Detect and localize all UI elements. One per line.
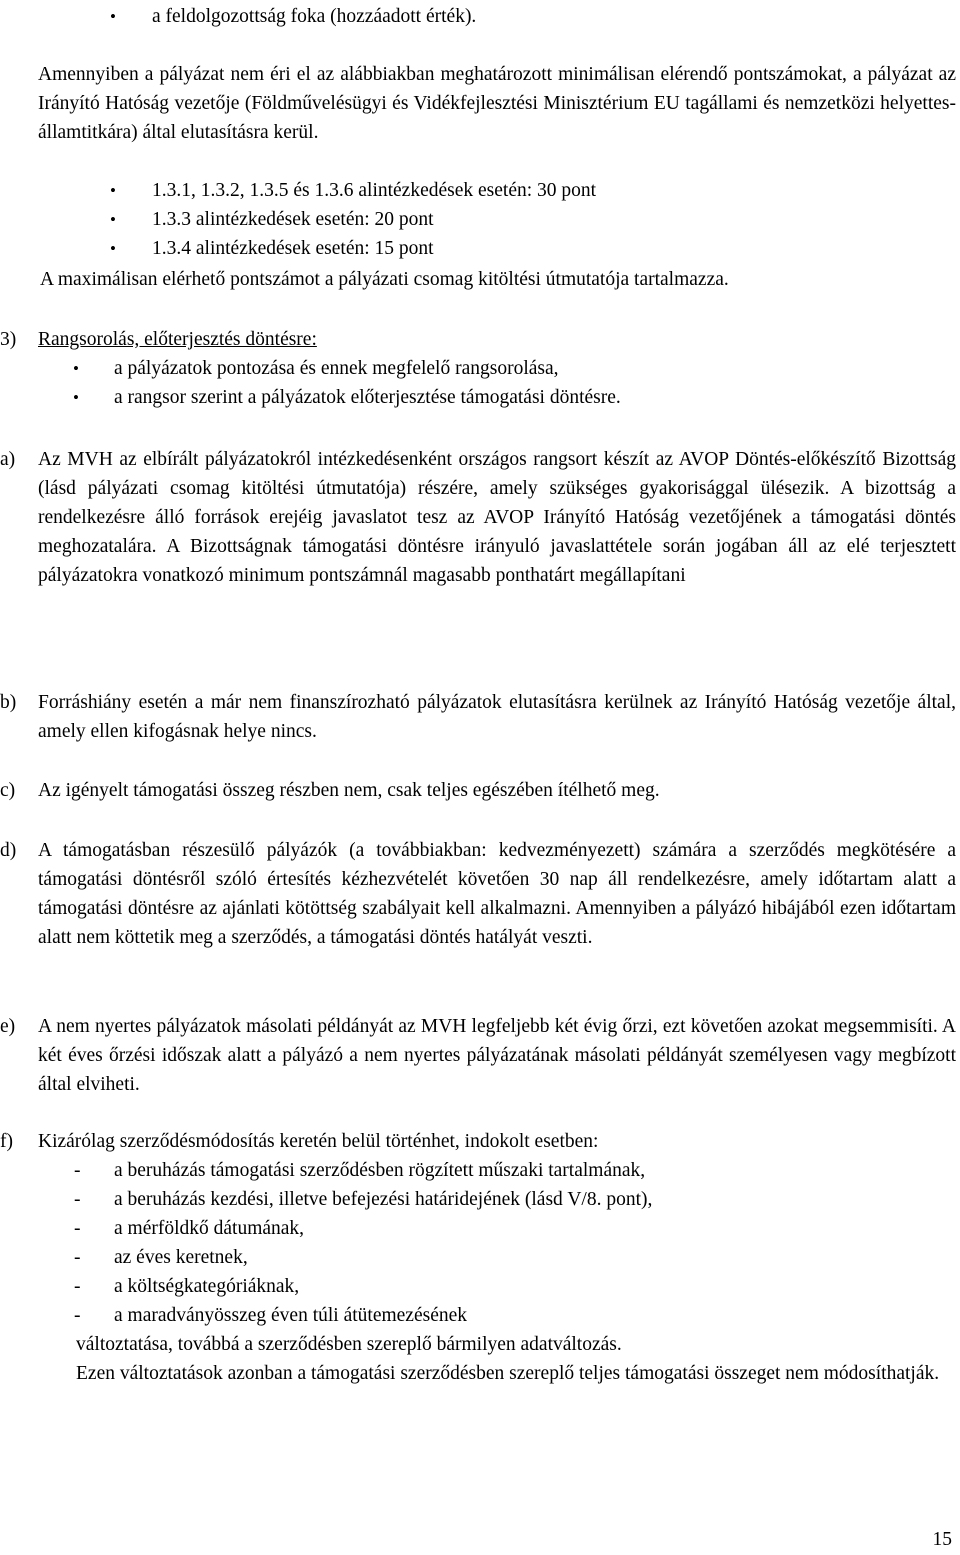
item-after-text: változtatása, továbbá a szerződésben szereplő bármilyen adatváltozás. [76,1334,622,1355]
item-text: Forráshiány esetén a már nem finanszírozható pályázatok elutasításra kerülnek az Irányító Hatóság vezetője által, amely ellen kifogásnak helye nincs. [38,692,956,742]
list-item: - az éves keretnek, [38,1243,956,1272]
item-label: b) [0,692,17,713]
section-number: 3) [0,329,17,350]
top-bullet-list [38,2,956,31]
item-b [0,688,956,746]
item-text: Az igényelt támogatási összeg részben nem, csak teljes egészében ítélhető meg. [38,780,660,801]
list-item: - a beruházás kezdési, illetve befejezési határidejének (lásd V/8. pont), [38,1185,956,1214]
item-label: c) [0,780,16,801]
item-label: a) [0,449,16,470]
list-item: • 1.3.3 alintézkedések esetén: 20 pont [38,205,956,234]
item-d [0,836,956,952]
item-text: Az MVH az elbírált pályázatokról intézkedésenként országos rangsort készít az AVOP Döntés-előkészítő Bizottság (lásd pályázati csomag kitöltési útmutatója) részére, amely szükséges gyakorisággal ülésezik. A bizottság a rendelkezésre álló források erejéig javaslatot tesz az AVOP Irányító Hatóság vezetőjének a támogatási döntés meghozatalára. A Bizottságnak támogatási döntésre irányuló javaslattétele során jogában áll az elé terjesztett pályázatokra vonatkozó minimum pontszámnál magasabb ponthatárt megállapítani [38,449,956,586]
item-label: e) [0,1016,16,1037]
list-item: - a költségkategóriáknak, [38,1272,956,1301]
list-item: • a feldolgozottság foka (hozzáadott érték). [38,2,956,31]
section-3 [0,325,956,412]
dash-list [0,1156,956,1330]
list-item: • 1.3.1, 1.3.2, 1.3.5 és 1.3.6 alintézkedések esetén: 30 pont [38,176,956,205]
list-item: • a rangsor szerint a pályázatok előterjesztése támogatási döntésre. [0,383,956,412]
list-item: - a maradványösszeg éven túli átütemezésének [38,1301,956,1330]
item-c [0,776,956,805]
item-a [0,445,956,590]
item-label: f) [0,1131,13,1152]
page-number: 15 [932,1529,952,1550]
item-label: d) [0,840,17,861]
max-score-note: A maximálisan elérhető pontszámot a pályázati csomag kitöltési útmutatója tartalmazza. [40,269,729,290]
list-item: • a pályázatok pontozása és ennek megfelelő rangsorolása, [0,354,956,383]
item-closing-text: Ezen változtatások azonban a támogatási szerződésben szereplő teljes támogatási összeget nem módosíthatják. [76,1363,940,1384]
list-item: • 1.3.4 alintézkedések esetén: 15 pont [38,234,956,263]
item-text: A nem nyertes pályázatok másolati példányát az MVH legfeljebb két évig őrzi, ezt követően azokat megsemmisíti. A két éves őrzési időszak alatt a pályázó a nem nyertes pályázatának másolati példányát személyesen vagy megbízott által elviheti. [38,1016,956,1095]
item-f [0,1127,956,1388]
section-heading: Rangsorolás, előterjesztés döntésre: [38,329,317,350]
item-e [0,1012,956,1099]
item-text: A támogatásban részesülő pályázók (a továbbiakban: kedvezményezett) számára a szerződés megkötésére a támogatási döntésről szóló értesítés kézhezvételét követően 30 nap áll rendelkezésre, amely időtartam alatt a támogatási döntésre az ajánlati kötöttség szabályait kell alkalmazni. Amennyiben a pályázó hibájából ezen időtartam alatt nem köttetik meg a szerződés, a támogatási döntés hatályát veszti. [38,840,956,948]
score-bullet-list [38,176,956,263]
item-intro: Kizárólag szerződésmódosítás keretén belül történhet, indokolt esetben: [38,1131,599,1152]
list-item: - a beruházás támogatási szerződésben rögzített műszaki tartalmának, [38,1156,956,1185]
intro-paragraph: Amennyiben a pályázat nem éri el az alábbiakban meghatározott minimálisan elérendő pontszámokat, a pályázat az Irányító Hatóság vezetője (Földművelésügyi és Vidékfejlesztési Minisztérium EU tagállami és nemzetközi helyettes-államtitkára) által elutasításra kerül. [38,64,956,143]
list-item: - a mérföldkő dátumának, [38,1214,956,1243]
